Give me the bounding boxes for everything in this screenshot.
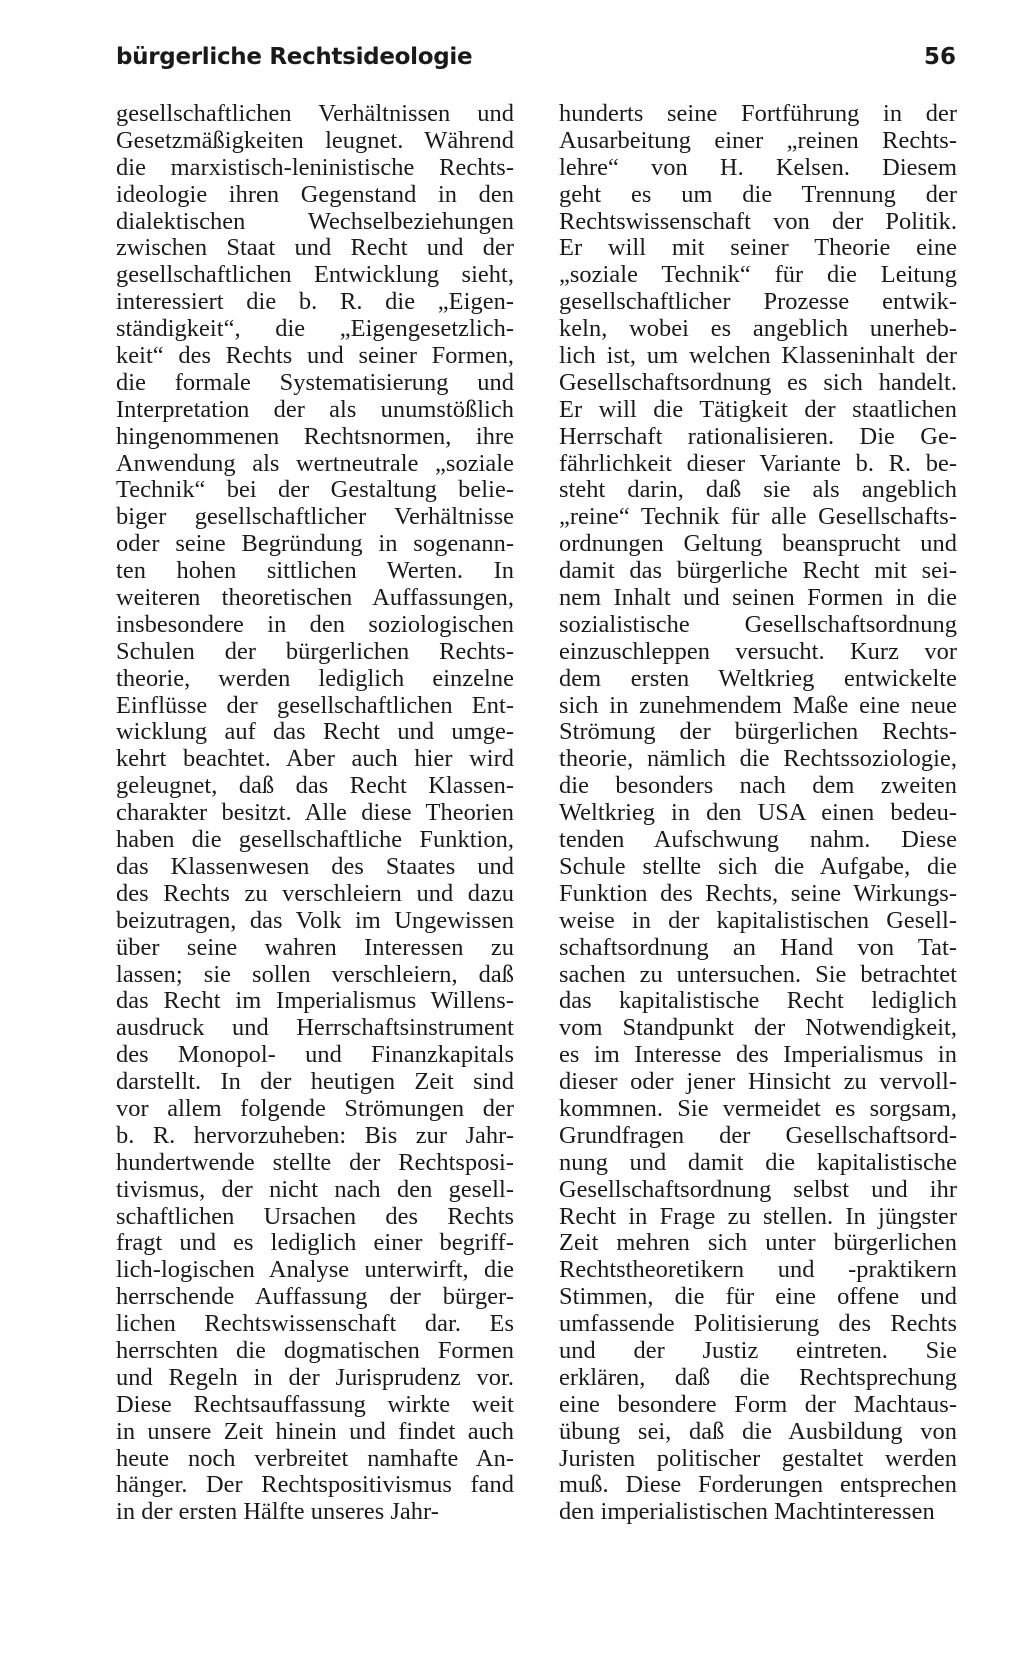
text-line: tenden Aufschwung nahm. Diese bbox=[559, 826, 957, 854]
text-line: eine besondere Form der Machtaus- bbox=[559, 1390, 957, 1418]
text-line: Stimmen, die für eine offene und bbox=[559, 1283, 957, 1311]
text-line: des Rechts zu verschleiern und dazu bbox=[116, 879, 514, 907]
text-line: muß. Diese Forderungen entsprechen bbox=[559, 1471, 957, 1499]
text-line: darstellt. In der heutigen Zeit sind bbox=[116, 1068, 514, 1096]
text-line: gesellschaftlichen Entwicklung sieht, bbox=[116, 261, 514, 289]
text-line: Interpretation der als unumstößlich bbox=[116, 395, 514, 423]
text-line: Technik“ bei der Gestaltung belie- bbox=[116, 476, 514, 504]
text-line: dialektischen Wechselbeziehungen bbox=[116, 207, 514, 235]
text-line: Diese Rechtsauffassung wirkte weit bbox=[116, 1390, 514, 1418]
text-line: gesellschaftlichen Verhältnissen und bbox=[116, 100, 514, 127]
text-line: Gesellschaftsordnung selbst und ihr bbox=[559, 1175, 957, 1203]
text-line: Rechtswissenschaft von der Politik. bbox=[559, 207, 957, 235]
text-line: Einflüsse der gesellschaftlichen Ent- bbox=[116, 691, 514, 719]
text-line: damit das bürgerliche Recht mit sei- bbox=[559, 557, 957, 585]
text-line: Gesetzmäßigkeiten leugnet. Während bbox=[116, 126, 514, 154]
text-line: sich in zunehmendem Maße eine neue bbox=[559, 691, 957, 719]
text-line: das Klassenwesen des Staates und bbox=[116, 852, 514, 880]
text-line: übung sei, daß die Ausbildung von bbox=[559, 1417, 957, 1445]
text-line: kommnen. Sie vermeidet es sorgsam, bbox=[559, 1094, 957, 1122]
text-line: ideologie ihren Gegenstand in den bbox=[116, 180, 514, 208]
text-line: lich-logischen Analyse unterwirft, die bbox=[116, 1256, 514, 1284]
text-line: „soziale Technik“ für die Leitung bbox=[559, 261, 957, 289]
text-line: vom Standpunkt der Notwendigkeit, bbox=[559, 1014, 957, 1042]
text-line: schaftsordnung an Hand von Tat- bbox=[559, 933, 957, 961]
text-line: „reine“ Technik für alle Gesellschafts- bbox=[559, 503, 957, 531]
text-line: kehrt beachtet. Aber auch hier wird bbox=[116, 745, 514, 773]
right-text-column bbox=[559, 101, 957, 1526]
text-line: umfassende Politisierung des Rechts bbox=[559, 1310, 957, 1338]
text-line: schaftlichen Ursachen des Rechts bbox=[116, 1202, 514, 1230]
text-line: die formale Systematisierung und bbox=[116, 368, 514, 396]
text-line: hunderts seine Fortführung in der bbox=[559, 100, 957, 127]
text-line: geht es um die Trennung der bbox=[559, 180, 957, 208]
text-line: Er will mit seiner Theorie eine bbox=[559, 234, 957, 262]
text-line: in unsere Zeit hinein und findet auch bbox=[116, 1417, 514, 1445]
text-line: Grundfragen der Gesellschaftsord- bbox=[559, 1121, 957, 1149]
text-line: das kapitalistische Recht lediglich bbox=[559, 987, 957, 1015]
text-line: fragt und es lediglich einer begriff- bbox=[116, 1229, 514, 1257]
text-line: herrschten die dogmatischen Formen bbox=[116, 1336, 514, 1364]
text-line: beizutragen, das Volk im Ungewissen bbox=[116, 906, 514, 934]
text-line: weise in der kapitalistischen Gesell- bbox=[559, 906, 957, 934]
text-line: sachen zu untersuchen. Sie betrachtet bbox=[559, 960, 957, 988]
text-line: sozialistische Gesellschaftsordnung bbox=[559, 610, 957, 638]
text-line: gesellschaftlicher Prozesse entwik- bbox=[559, 288, 957, 316]
text-line: Anwendung als wertneutrale „soziale bbox=[116, 449, 514, 477]
text-line: keln, wobei es angeblich unerheb- bbox=[559, 315, 957, 343]
text-line: hänger. Der Rechtspositivismus fand bbox=[116, 1471, 514, 1499]
text-line: wicklung auf das Recht und umge- bbox=[116, 718, 514, 746]
text-line: ausdruck und Herrschaftsinstrument bbox=[116, 1014, 514, 1042]
page-number: 56 bbox=[923, 44, 956, 70]
text-line: den imperialistischen Machtinteressen bbox=[559, 1498, 935, 1526]
text-line: Er will die Tätigkeit der staatlichen bbox=[559, 395, 957, 423]
text-line: die marxistisch-leninistische Rechts- bbox=[116, 153, 514, 181]
text-line: Recht in Frage zu stellen. In jüngster bbox=[559, 1202, 957, 1230]
text-line: das Recht im Imperialismus Willens- bbox=[116, 987, 514, 1015]
text-line: lich ist, um welchen Klasseninhalt der bbox=[559, 342, 957, 370]
text-line: lehre“ von H. Kelsen. Diesem bbox=[559, 153, 957, 181]
text-line: Schulen der bürgerlichen Rechts- bbox=[116, 637, 514, 665]
text-line: b. R. hervorzuheben: Bis zur Jahr- bbox=[116, 1121, 514, 1149]
text-line: geleugnet, daß das Recht Klassen- bbox=[116, 772, 514, 800]
text-line: zwischen Staat und Recht und der bbox=[116, 234, 514, 262]
text-line: über seine wahren Interessen zu bbox=[116, 933, 514, 961]
running-header-title: bürgerliche Rechtsideologie bbox=[116, 44, 473, 70]
text-line: Ausarbeitung einer „reinen Rechts- bbox=[559, 126, 957, 154]
left-text-column bbox=[116, 101, 514, 1526]
text-line: vor allem folgende Strömungen der bbox=[116, 1094, 514, 1122]
text-line: und Regeln in der Jurisprudenz vor. bbox=[116, 1363, 514, 1391]
text-line: dieser oder jener Hinsicht zu vervoll- bbox=[559, 1068, 957, 1096]
text-line: Gesellschaftsordnung es sich handelt. bbox=[559, 368, 957, 396]
text-line: steht darin, daß sie als angeblich bbox=[559, 476, 957, 504]
text-line: insbesondere in den soziologischen bbox=[116, 610, 514, 638]
text-line: lassen; sie sollen verschleiern, daß bbox=[116, 960, 514, 988]
text-line: Funktion des Rechts, seine Wirkungs- bbox=[559, 879, 957, 907]
text-line: und der Justiz eintreten. Sie bbox=[559, 1336, 957, 1364]
text-line: Rechtstheoretikern und -praktikern bbox=[559, 1256, 957, 1284]
text-line: Herrschaft rationalisieren. Die Ge- bbox=[559, 422, 957, 450]
text-line: dem ersten Weltkrieg entwickelte bbox=[559, 664, 957, 692]
text-line: theorie, werden lediglich einzelne bbox=[116, 664, 514, 692]
text-line: interessiert die b. R. die „Eigen- bbox=[116, 288, 514, 316]
text-line: es im Interesse des Imperialismus in bbox=[559, 1041, 957, 1069]
text-line: oder seine Begründung in sogenann- bbox=[116, 530, 514, 558]
text-line: Juristen politischer gestaltet werden bbox=[559, 1444, 957, 1472]
text-line: weiteren theoretischen Auffassungen, bbox=[116, 584, 514, 612]
text-line: Weltkrieg in den USA einen bedeu- bbox=[559, 799, 957, 827]
text-line: Schule stellte sich die Aufgabe, die bbox=[559, 852, 957, 880]
text-line: fährlichkeit dieser Variante b. R. be- bbox=[559, 449, 957, 477]
text-line: nung und damit die kapitalistische bbox=[559, 1148, 957, 1176]
text-line: erklären, daß die Rechtsprechung bbox=[559, 1363, 957, 1391]
text-line: biger gesellschaftlicher Verhältnisse bbox=[116, 503, 514, 531]
text-line: die besonders nach dem zweiten bbox=[559, 772, 957, 800]
text-line: tivismus, der nicht nach den gesell- bbox=[116, 1175, 514, 1203]
text-line: des Monopol- und Finanzkapitals bbox=[116, 1041, 514, 1069]
text-line: hundertwende stellte der Rechtsposi- bbox=[116, 1148, 514, 1176]
text-line: ordnungen Geltung beansprucht und bbox=[559, 530, 957, 558]
text-line: haben die gesellschaftliche Funktion, bbox=[116, 826, 514, 854]
text-line: ständigkeit“, die „Eigengesetzlich- bbox=[116, 315, 514, 343]
text-line: ten hohen sittlichen Werten. In bbox=[116, 557, 514, 585]
text-line: herrschende Auffassung der bürger- bbox=[116, 1283, 514, 1311]
text-line: in der ersten Hälfte unseres Jahr- bbox=[116, 1498, 439, 1526]
text-line: keit“ des Rechts und seiner Formen, bbox=[116, 342, 514, 370]
text-line: nem Inhalt und seinen Formen in die bbox=[559, 584, 957, 612]
text-line: einzuschleppen versucht. Kurz vor bbox=[559, 637, 957, 665]
text-line: lichen Rechtswissenschaft dar. Es bbox=[116, 1310, 514, 1338]
text-line: heute noch verbreitet namhafte An- bbox=[116, 1444, 514, 1472]
text-line: Strömung der bürgerlichen Rechts- bbox=[559, 718, 957, 746]
text-line: Zeit mehren sich unter bürgerlichen bbox=[559, 1229, 957, 1257]
text-line: hingenommenen Rechtsnormen, ihre bbox=[116, 422, 514, 450]
text-line: theorie, nämlich die Rechtssoziologie, bbox=[559, 745, 957, 773]
text-line: charakter besitzt. Alle diese Theorien bbox=[116, 799, 514, 827]
